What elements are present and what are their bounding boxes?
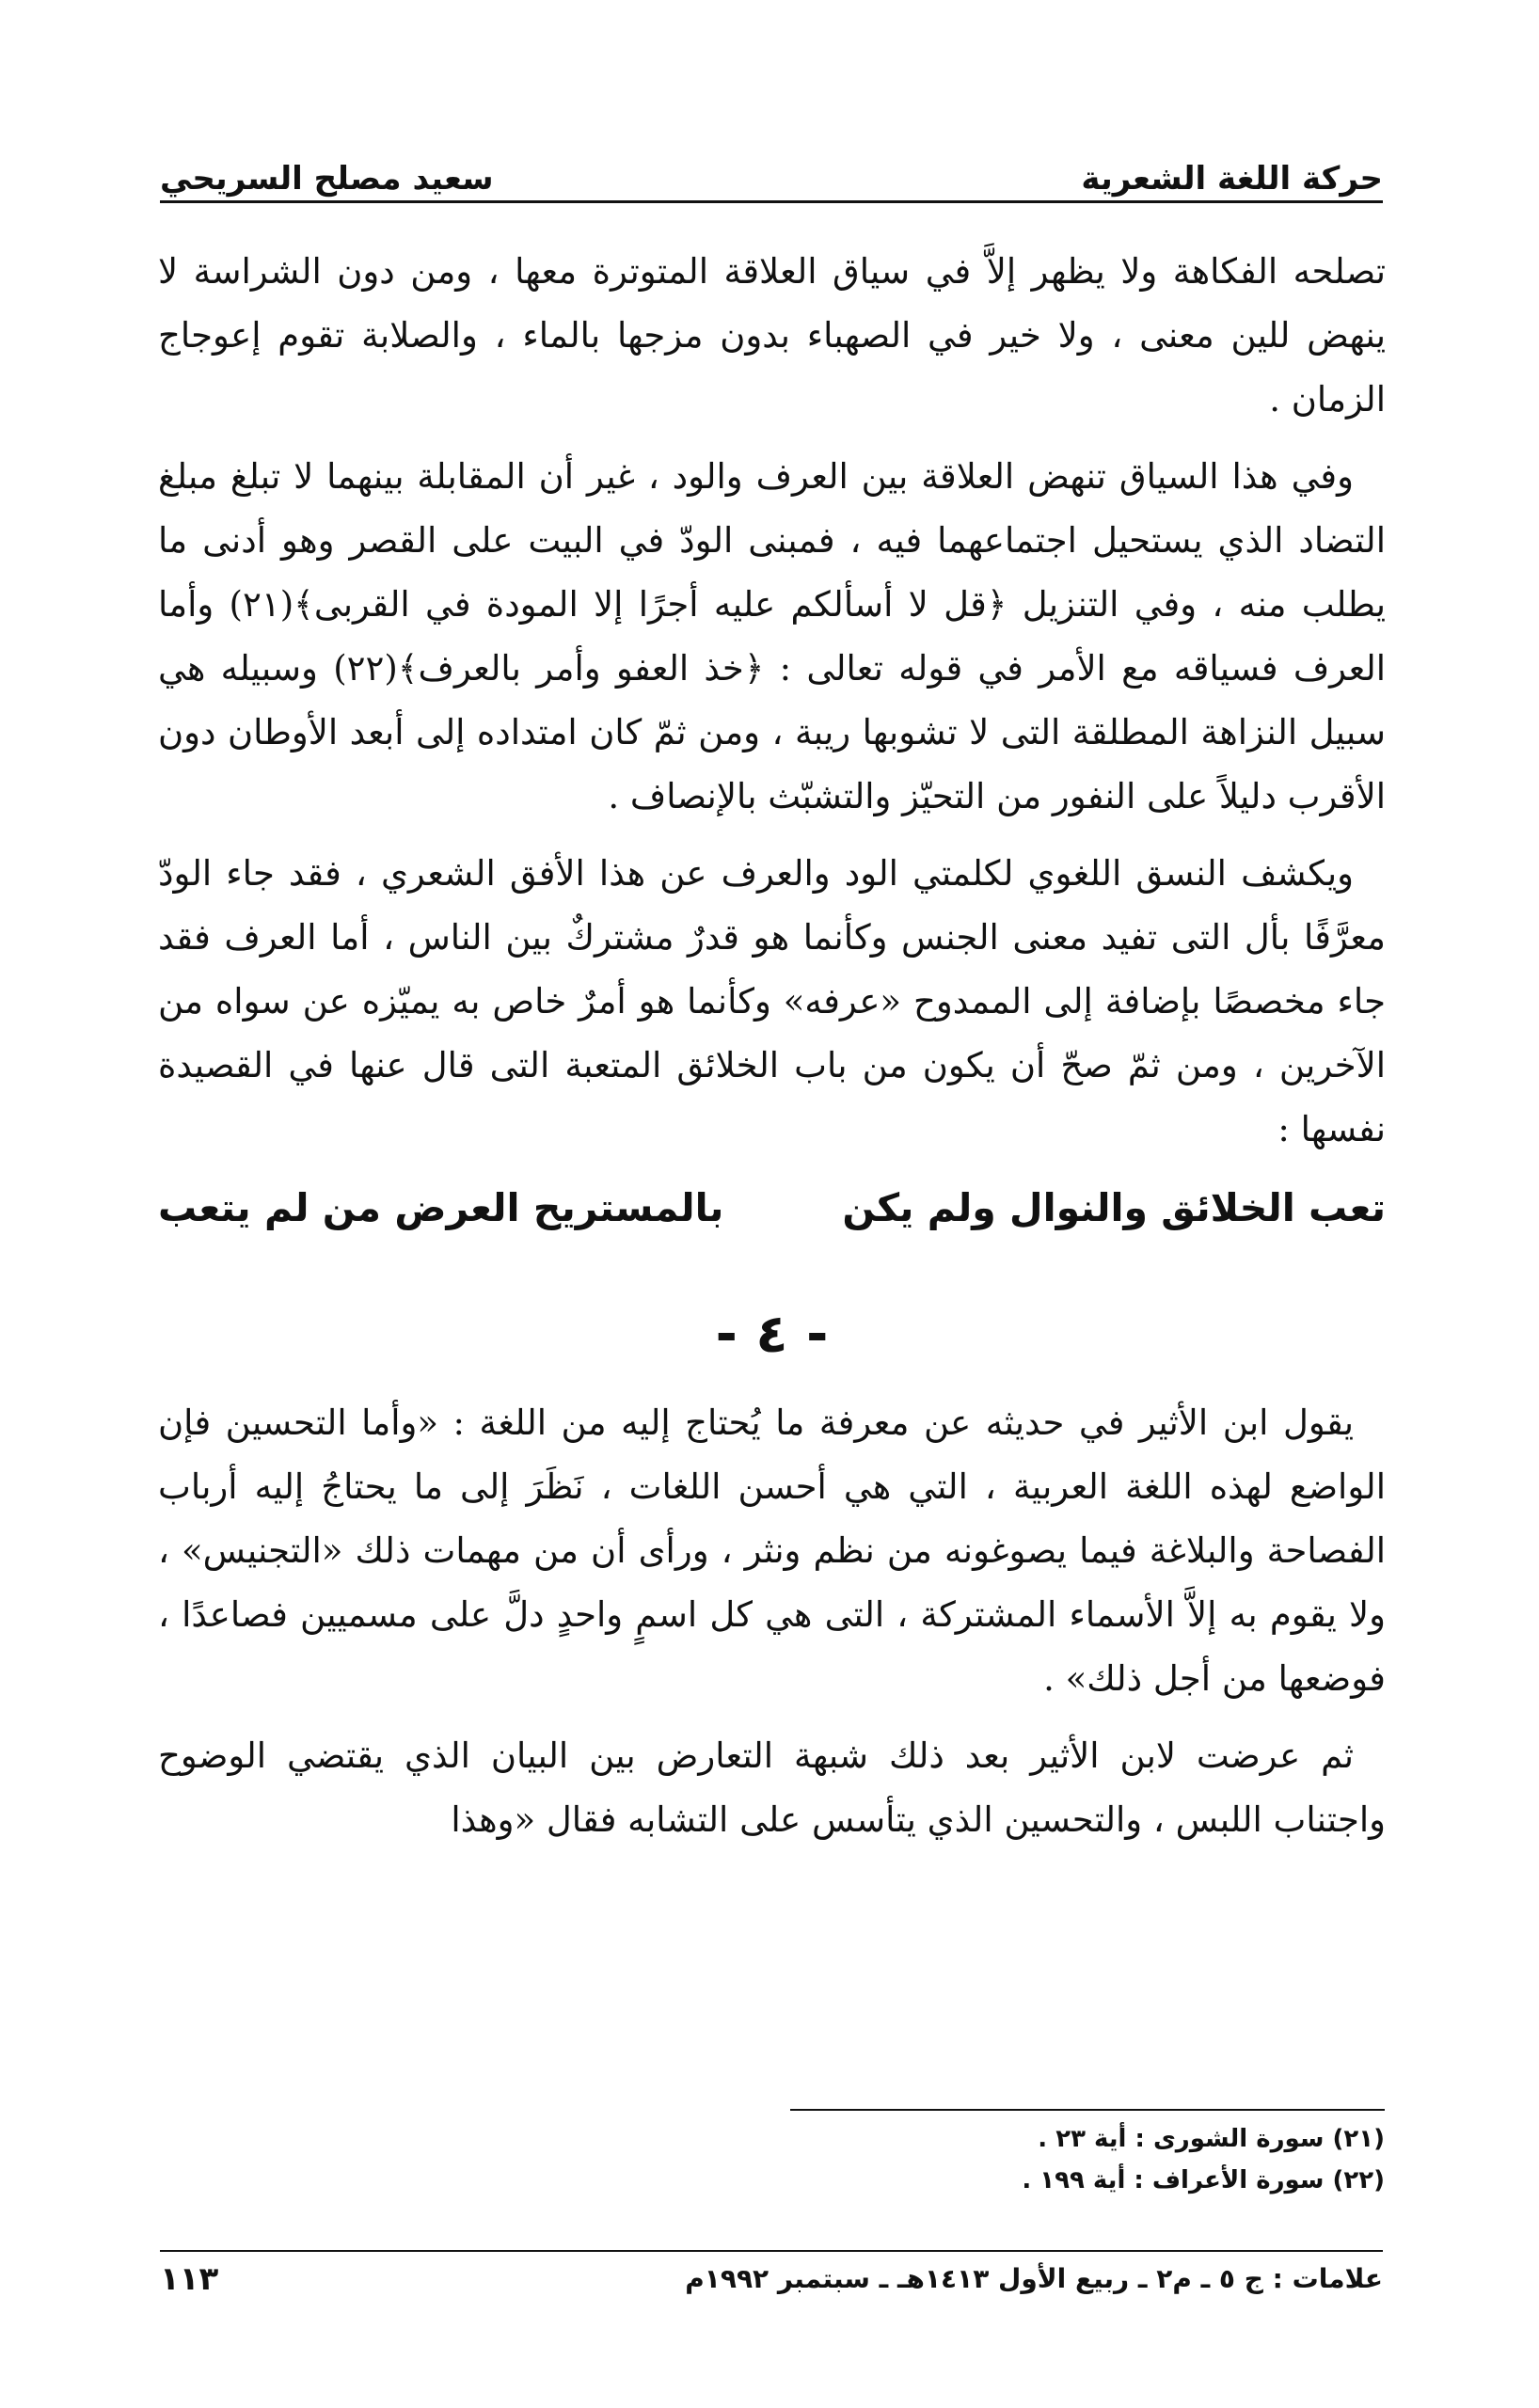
page-number: ١١٣ [160, 2260, 219, 2298]
paragraph: يقول ابن الأثير في حديثه عن معرفة ما يُحتاج إليه من اللغة : «وأما التحسين فإن الواضع لهذه اللغة العربية ، التي هي أحسن اللغات ، نَظَرَ إلى ما يحتاجُ إليه أرباب الفصاحة والبلاغة فيما يصوغونه من نظم ونثر ، ورأى أن من مهمات ذلك «التجنيس» ، ولا يقوم به إلاَّ الأسماء المشتركة ، التى هي كل اسمٍ واحدٍ دلَّ على مسميين فصاعدًا ، فوضعها من أجل ذلك» . [158, 1402, 1386, 1699]
running-footer [160, 2256, 1383, 2303]
journal-info: علامات : ج ٥ ـ م٢ ـ ربيع الأول ١٤١٣هـ ـ سبتمبر ١٩٩٢م [685, 2263, 1383, 2294]
footer-divider [160, 2250, 1383, 2252]
paragraph: ثم عرضت لابن الأثير بعد ذلك شبهة التعارض بين البيان الذي يقتضي الوضوح واجتناب اللبس ، والتحسين الذي يتأسس على التشابه فقال «وهذا [158, 1735, 1386, 1840]
running-header [160, 132, 1383, 198]
header-author: سعيد مصلح السريحي [160, 160, 494, 198]
body-text [158, 240, 1386, 1865]
section-number: - ٤ - [715, 1304, 829, 1365]
header-title: حركة اللغة الشعرية [1081, 160, 1383, 198]
footnote: (٢١) سورة الشورى : أية ٢٣ . [1038, 2125, 1385, 2153]
verse-second-hemistich: بالمستريح العرض من لم يتعب [158, 1185, 724, 1230]
footnote-divider [790, 2109, 1385, 2111]
footnotes [790, 2118, 1385, 2201]
header-divider [160, 200, 1383, 203]
paragraph: وفي هذا السياق تنهض العلاقة بين العرف والود ، غير أن المقابلة بينهما لا تبلغ مبلغ التضاد الذي يستحيل اجتماعهما فيه ، فمبنى الودّ في البيت على القصر وهو أدنى ما يطلب منه ، وفي التنزيل ﴿قل لا أسألكم عليه أجرًا إلا المودة في القربى﴾(٢١) وأما العرف فسياقه مع الأمر في قوله تعالى : ﴿خذ العفو وأمر بالعرف﴾(٢٢) وسبيله هي سبيل النزاهة المطلقة التى لا تشوبها ريبة ، ومن ثمّ كان امتداده إلى أبعد الأوطان دون الأقرب دليلاً على النفور من التحيّز والتشبّث بالإنصاف . [158, 456, 1387, 816]
verse-first-hemistich: تعب الخلائق والنوال ولم يكن [842, 1185, 1386, 1230]
paragraph: ويكشف النسق اللغوي لكلمتي الود والعرف عن هذا الأفق الشعري ، فقد جاء الودّ معرَّفًا بأل التى تفيد معنى الجنس وكأنما هو قدرٌ مشتركٌ بين الناس ، أما العرف فقد جاء مخصصًا بإضافة إلى الممدوح «عرفه» وكأنما هو أمرٌ خاص به يميّزه عن سواه من الآخرين ، ومن ثمّ صحّ أن يكون من باب الخلائق المتعبة التى قال عنها في القصيدة نفسها : [158, 853, 1386, 1149]
footnote: (٢٢) سورة الأعراف : أية ١٩٩ . [1022, 2166, 1385, 2194]
poetry-verse [158, 1175, 1386, 1241]
paragraph: تصلحه الفكاهة ولا يظهر إلاَّ في سياق العلاقة المتوترة معها ، ومن دون الشراسة لا ينهض للين معنى ، ولا خير في الصهباء بدون مزجها بالماء ، والصلابة تقوم إعوجاج الزمان . [158, 251, 1386, 420]
